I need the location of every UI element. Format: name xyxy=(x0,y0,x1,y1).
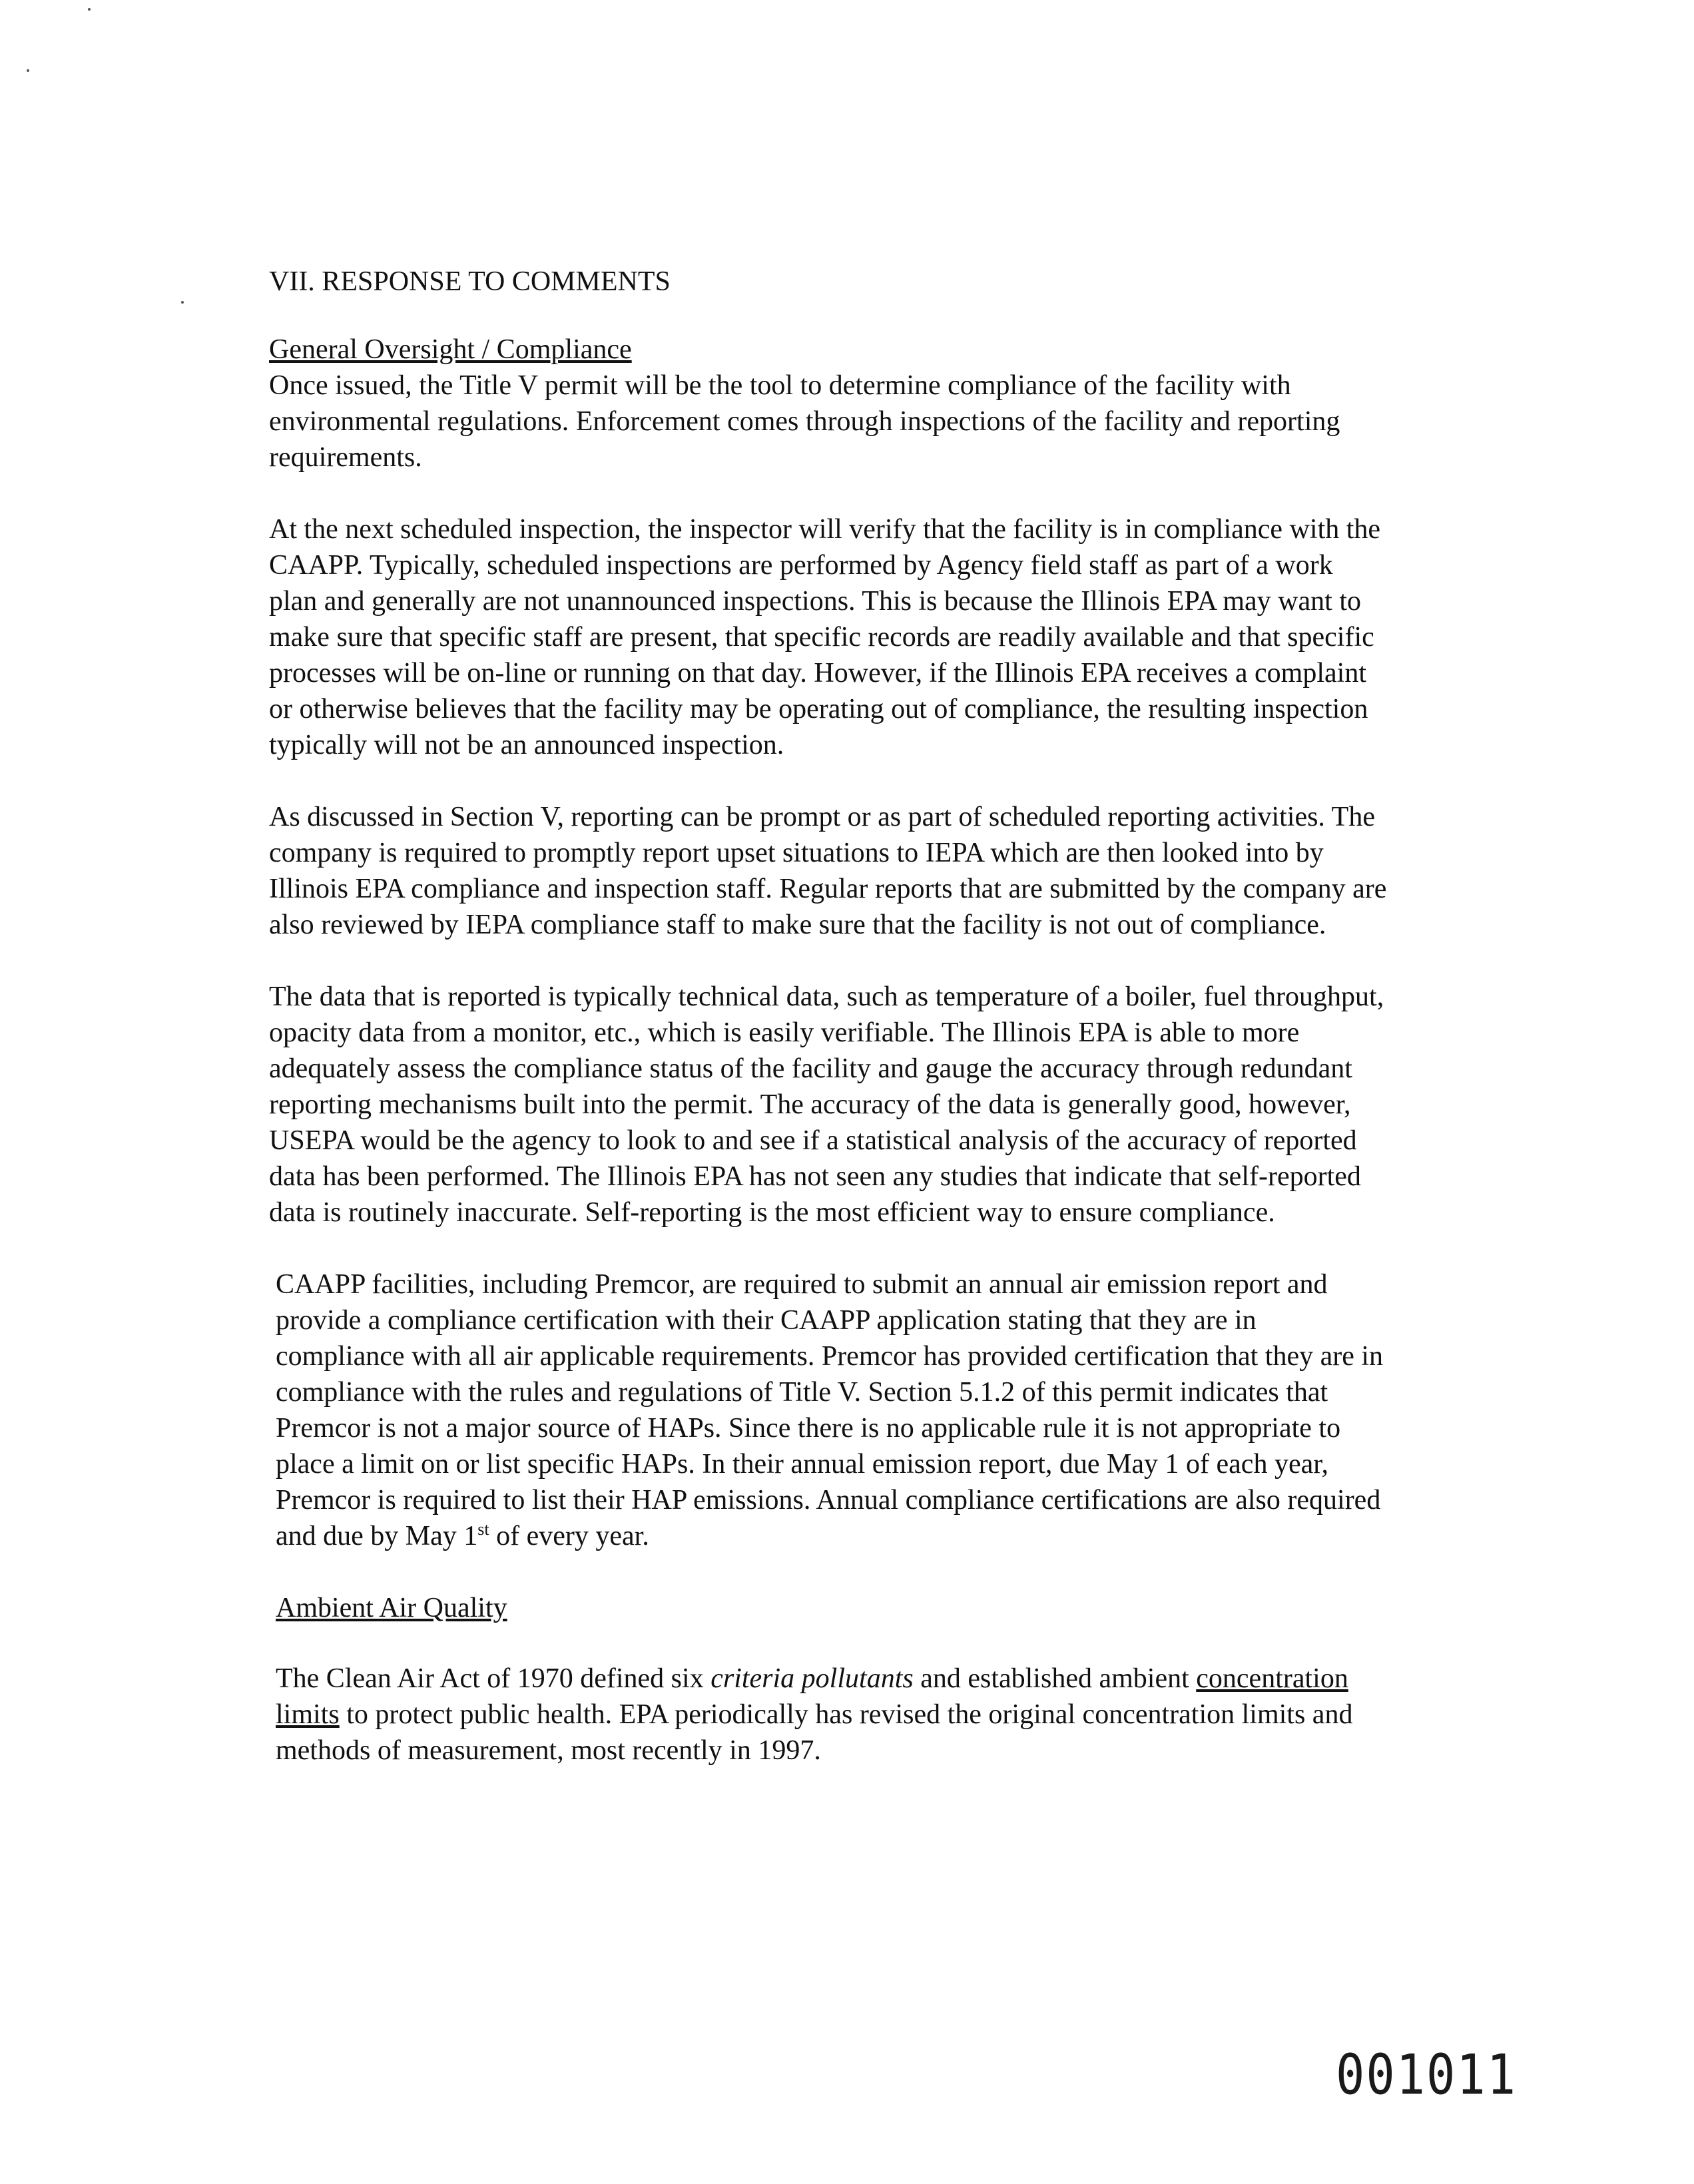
paragraph: The data that is reported is typically technical data, such as temperature of a boiler, fuel throughput, opacity data from a monitor, etc., which is easily verifiable. The Illinois EPA is able to more adequately assess the compliance status of the facility and gauge the accuracy through redundant reporting mechanisms built into the permit. The accuracy of the data is generally good, however, USEPA would be the agency to look to and see if a statistical analysis of the accuracy of reported data has been performed. The Illinois EPA has not seen any studies that indicate that self-reported data is routinely inaccurate. Self-reporting is the most efficient way to ensure compliance. xyxy=(269,981,1384,1228)
paragraph-text: The Clean Air Act of 1970 defined six xyxy=(276,1663,711,1694)
paragraph-text: CAAPP facilities, including Premcor, are required to submit an annual air emission report and provide a compliance certification with their CAAPP application stating that they are in compliance with all air applicable requirements. Premcor has provided certification that they are in compliance with the rules and regulations of Title V. Section 5.1.2 of this permit indicates that Premcor is not a major source of HAPs. Since there is no applicable rule it is not appropriate to place a limit on or list specific HAPs. In their annual emission report, due May 1 of each year, Premcor is required to list their HAP emissions. Annual compliance certifications are also required and due by May 1 xyxy=(276,1269,1384,1551)
scan-speck xyxy=(27,69,29,72)
paragraph-text: and established ambient xyxy=(913,1663,1197,1694)
subheading-ambient-air-quality: Ambient Air Quality xyxy=(276,1593,507,1623)
scan-speck xyxy=(181,301,184,304)
underlined-term: concentration limits xyxy=(276,1663,1348,1730)
paragraph: At the next scheduled inspection, the inspector will verify that the facility is in compliance with the CAAPP. Typically, scheduled inspections are performed by Agency field staff as part of a work plan and generally are not unannounced inspections. This is because the Illinois EPA may want to make sure that specific staff are present, that specific records are readily available and that specific processes will be on-line or running on that day. However, if the Illinois EPA receives a complaint or otherwise believes that the facility may be operating out of compliance, the resulting inspection typically will not be an announced inspection. xyxy=(269,514,1381,760)
paragraph-text: to protect public health. EPA periodically has revised the original concentration limits and methods of measurement, most recently in 1997. xyxy=(276,1699,1353,1766)
ordinal-suffix: st xyxy=(477,1519,489,1539)
subheading-general-oversight: General Oversight / Compliance xyxy=(269,334,632,365)
paragraph: As discussed in Section V, reporting can be prompt or as part of scheduled reporting activities. The company is required to promptly report upset situations to IEPA which are then looked into by Illinois EPA compliance and inspection staff. Regular reports that are submitted by the company are also reviewed by IEPA compliance staff to make sure that the facility is not out of compliance. xyxy=(269,802,1387,940)
paragraph: Once issued, the Title V permit will be the tool to determine compliance of the facility with environmental regulations. Enforcement comes through inspections of the facility and reporting requirements. xyxy=(269,370,1340,473)
italic-term: criteria pollutants xyxy=(710,1663,914,1694)
paragraph-text: of every year. xyxy=(489,1521,649,1551)
paragraph xyxy=(276,1661,1388,1769)
paragraph xyxy=(276,1266,1388,1554)
section-title: VII. RESPONSE TO COMMENTS xyxy=(269,266,671,297)
document-body xyxy=(269,264,1388,1804)
bates-page-number: 001011 xyxy=(1336,2042,1518,2107)
scan-speck xyxy=(88,8,91,11)
